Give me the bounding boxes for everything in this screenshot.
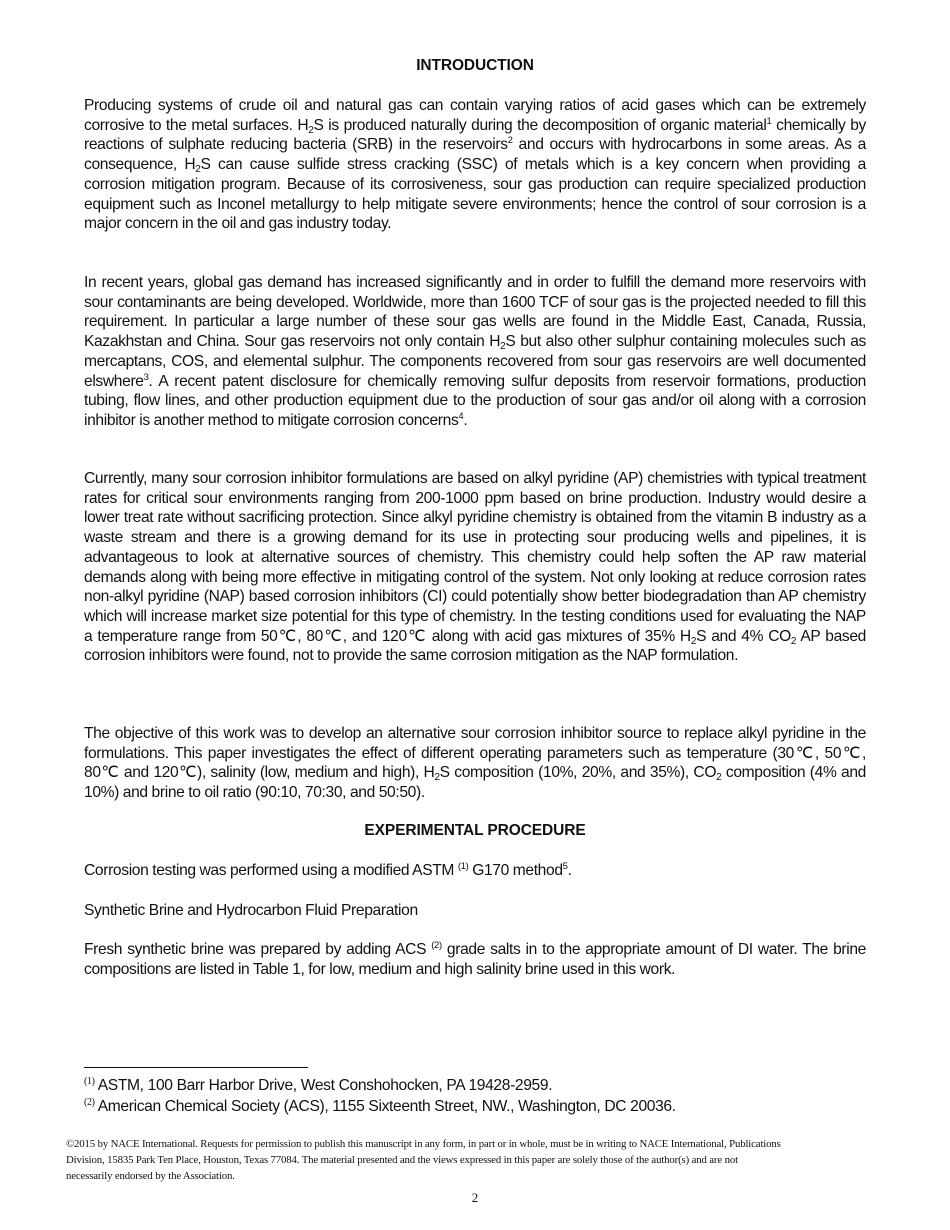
- citation-4: 4: [458, 410, 464, 422]
- section-heading-introduction: INTRODUCTION: [416, 57, 534, 74]
- intro-paragraph-1: Producing systems of crude oil and natural gas can contain varying ratios of acid gases which can be extremely corrosive to the metal surfaces. $H_2S$ is produced naturally during the decomposition of organic material$^1$ chemically by reactions of sulphate reducing bacteria (SRB) in the reservoirs$^2$ and occurs with hydrocarbons in some areas. As a consequence, $H_2S$ can cause sulfide stress cracking (SSC) of metals which is a key concern when providing a corrosion mitigation program. Because of its corrosiveness, sour gas production can require specialized production equipment such as Inconel metallurgy to help mitigate severe environments; hence the control of sour corrosion is a major concern in the oil and gas industry today.: [84, 97, 866, 233]
- intro-paragraph-3: Currently, many sour corrosion inhibitor formulations are based on alkyl pyridine (AP) chemistries with typical treatment rates for critical sour environments ranging from 200-1000 ppm based on brine production. Industry would desire a lower treat rate without sacrificing protection. Since alkyl pyridine chemistry is obtained from the vitamin B industry as a waste stream and there is a growing demand for its use in protecting sour producing wells and pipelines, it is advantageous to look at alternative sources of chemistry. This chemistry could help soften the AP raw material demands along with being more effective in mitigating control of the system. Not only looking at reduce corrosion rates non-alkyl pyridine (NAP) based corrosion inhibitors (CI) could potentially show better biodegradation than AP chemistry which will increase market size potential for this type of chemistry. In the testing conditions used for evaluating the NAP a temperature range from 50℃, 80℃, and 120℃ along with acid gas mixtures of 35% $H_2S$ and 4% $CO_2$ AP based corrosion inhibitors were found, not to provide the same corrosion mitigation as the NAP formulation.: [84, 470, 866, 665]
- copyright-notice: ©2015 by NACE International. Requests for permission to publish this manuscript in any form, in part or in whole, must be in writing to NACE International, Publications Division, 15835 Park Ten Place, Houston, Texas 77084. The material presented and the views expressed in this paper are solely those of the author(s) and are not necessarily endorsed by the Association.: [66, 1138, 781, 1182]
- intro-paragraph-4: The objective of this work was to develop an alternative sour corrosion inhibitor source to replace alkyl pyridine in the formulations. This paper investigates the effect of different operating parameters such as temperature (30℃, 50℃, 80℃ and 120℃), salinity (low, medium and high), $H_2S$ composition (10%, 20%, and 35%), $CO_2$ composition (4% and 10%) and brine to oil ratio (90:10, 70:30, and 50:50).: [84, 725, 866, 802]
- footnote-ref-1: (1): [457, 861, 469, 872]
- footnote-ref-2: (2): [431, 940, 442, 951]
- citation-5: 5: [562, 861, 568, 872]
- citation-2: 2: [507, 135, 513, 147]
- subsection-heading-brine-preparation: Synthetic Brine and Hydrocarbon Fluid Preparation: [84, 902, 418, 919]
- intro-paragraph-2: In recent years, global gas demand has increased significantly and in order to fulfill the demand more reservoirs with sour contaminants are being developed. Worldwide, more than 1600 TCF of sour gas is the projected needed to fill this requirement. In particular a large number of these sour gas wells are found in the Middle East, Canada, Russia, Kazakhstan and China. Sour gas reservoirs not only contain $H_2S$ but also other sulphur containing molecules such as mercaptans, COS, and elemental sulphur. The components recovered from sour gas reservoirs are well documented elswhere$^3$. A recent patent disclosure for chemically removing sulfur deposits from reservoir formations, production tubing, flow lines, and other production equipment due to the production of sour gas and/or oil along with a corrosion inhibitor is another method to mitigate corrosion concerns$^4$.: [84, 274, 866, 429]
- citation-3: 3: [143, 371, 149, 383]
- page-number: 2: [471, 1190, 479, 1205]
- experimental-paragraph-1: Corrosion testing was performed using a modified ASTM $^{(1)}$ G170 method$^5$.: [84, 861, 572, 879]
- footnote-1: $^{(1)}$ ASTM, 100 Barr Harbor Drive, West Conshohocken, PA 19428-2959.: [84, 1076, 553, 1094]
- experimental-paragraph-2: Fresh synthetic brine was prepared by adding ACS $^{(2)}$ grade salts in to the appropriate amount of DI water. The brine compositions are listed in Table 1, for low, medium and high salinity brine used in this work.: [84, 940, 867, 978]
- footnote-divider: [84, 1067, 308, 1068]
- section-heading-experimental-procedure: EXPERIMENTAL PROCEDURE: [364, 822, 586, 839]
- citation-1: 1: [766, 115, 772, 127]
- footnote-2: $^{(2)}$ American Chemical Society (ACS), 1155 Sixteenth Street, NW., Washington, DC 20036.: [84, 1097, 676, 1115]
